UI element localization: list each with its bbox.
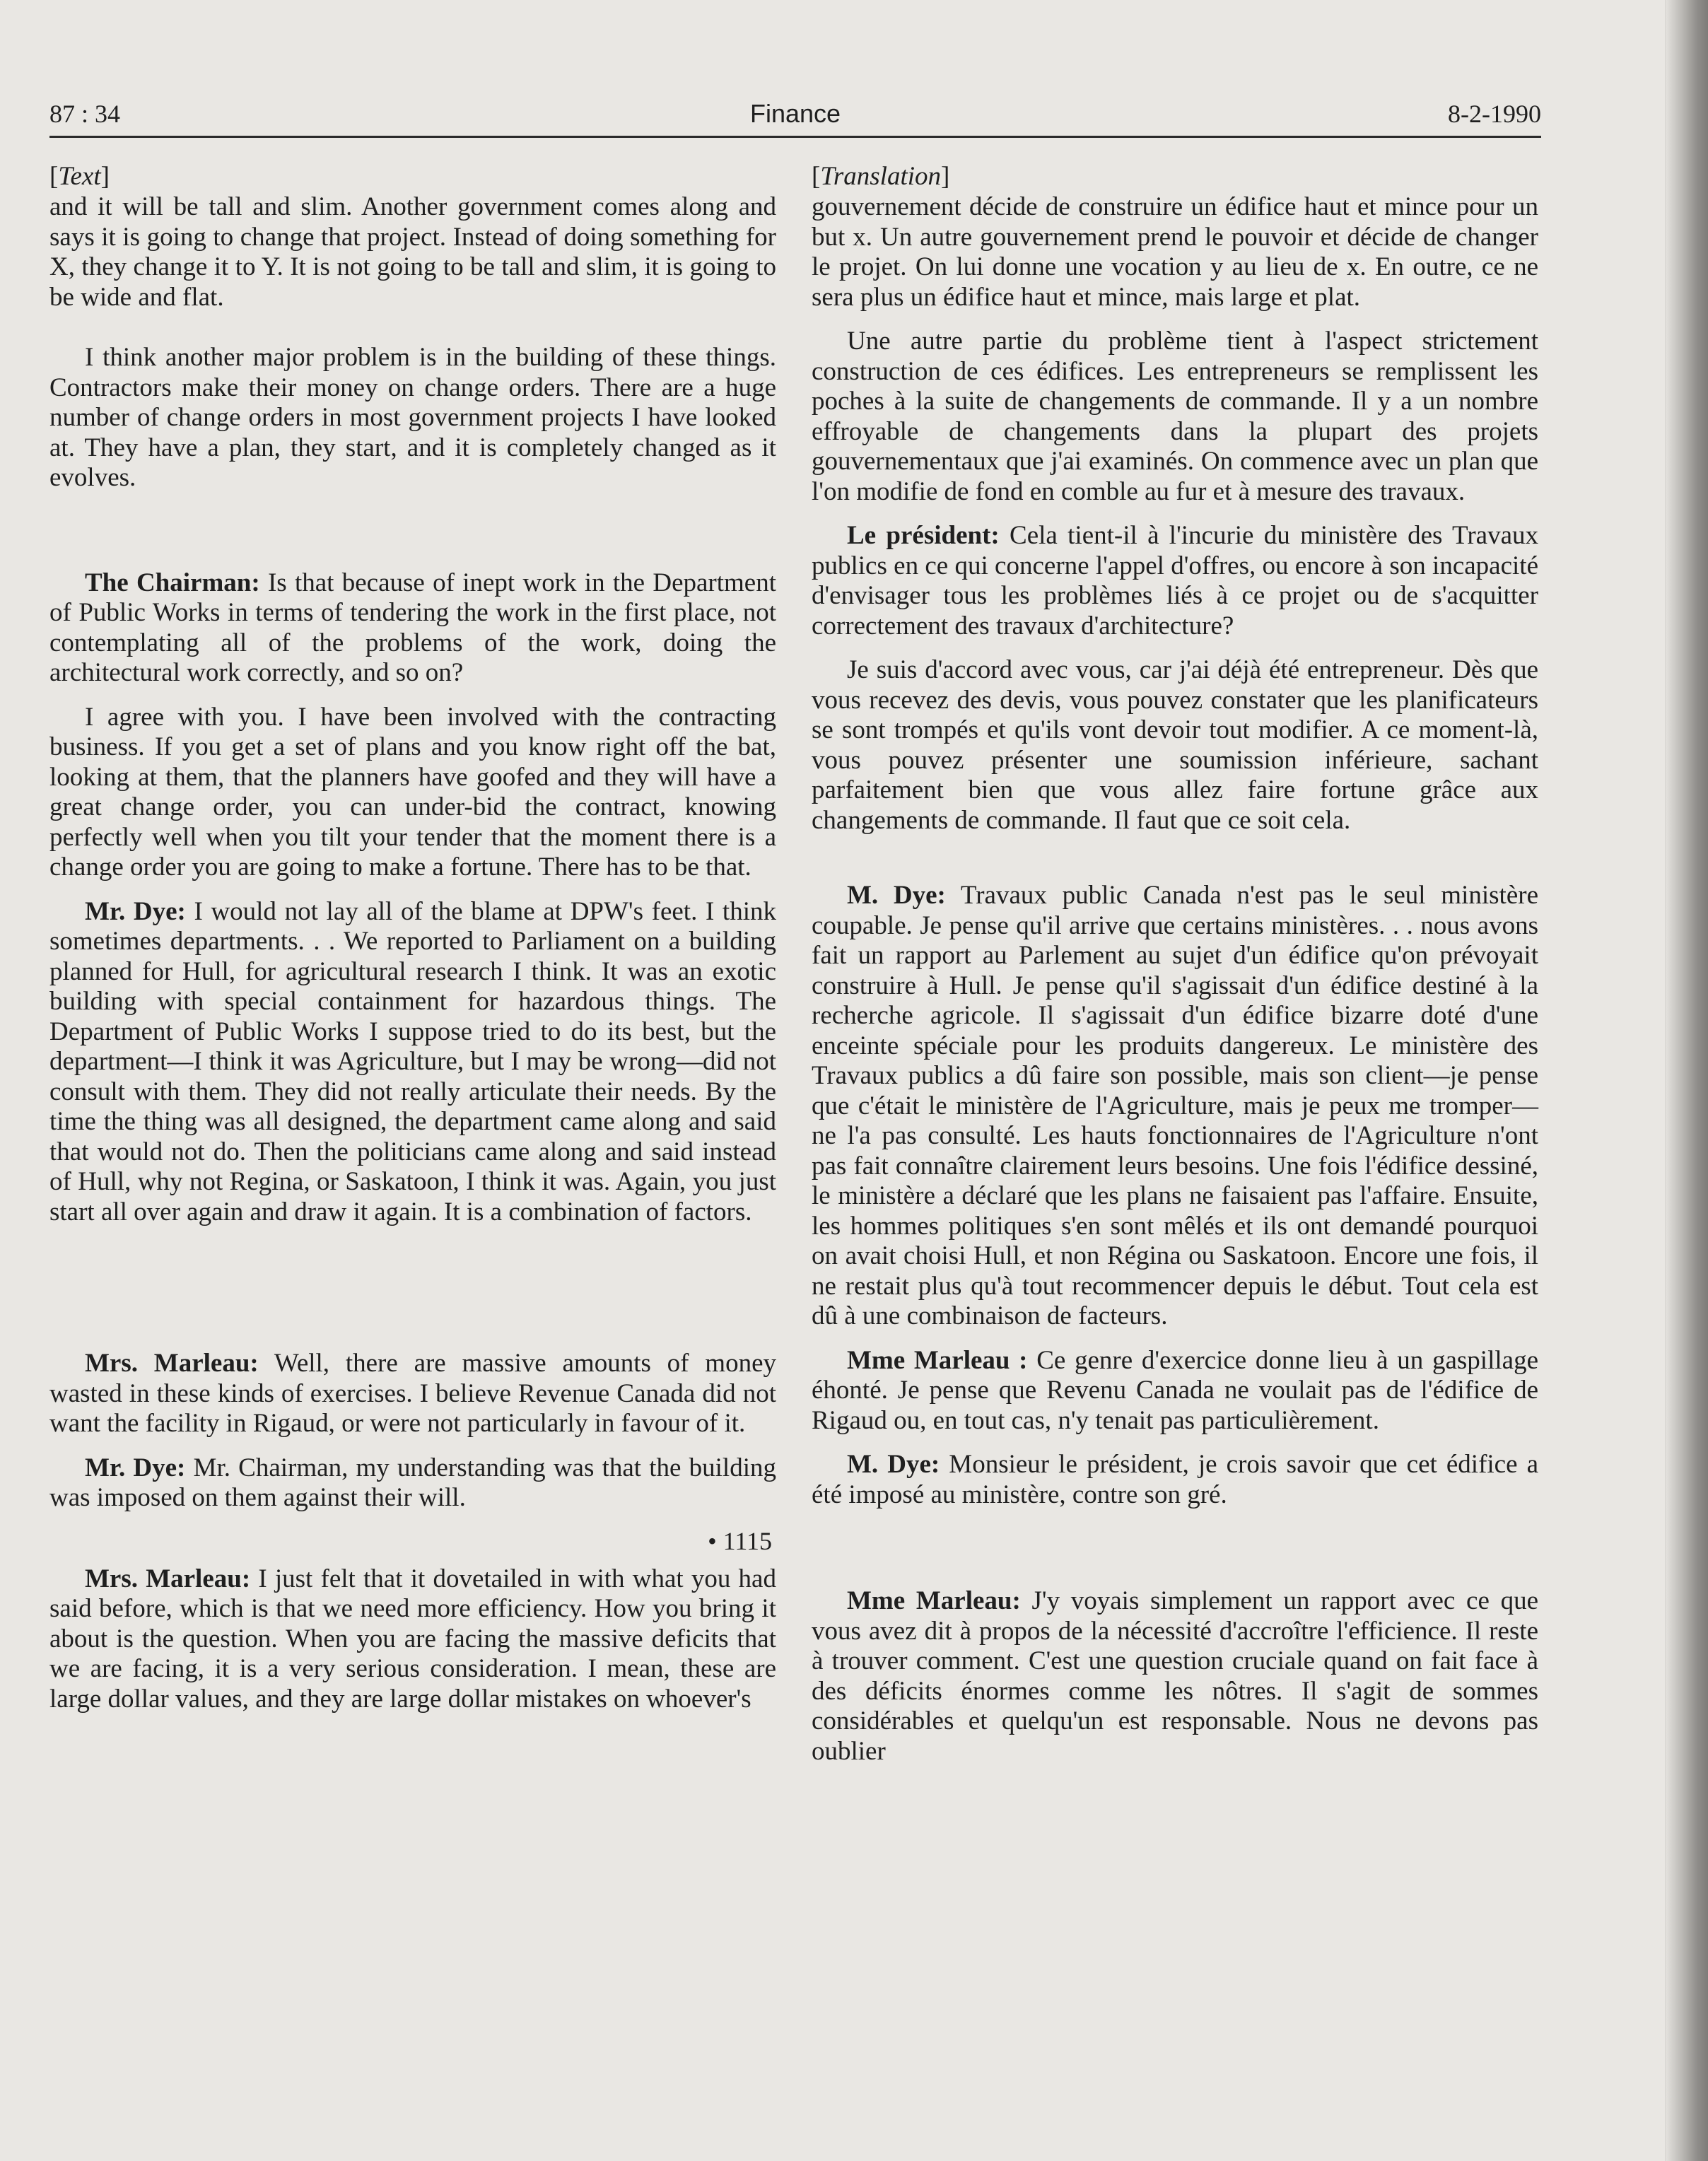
- paragraph: Je suis d'accord avec vous, car j'ai déjà été entrepreneur. Dès que vous recevez des devis, vous pouvez constater que les planificateurs se sont trompés et qu'ils vont devoir tout modifier. A ce moment-là, vous pouvez présenter une soumission inférieure, sachant parfaitement bien que vous allez faire fortune grâce aux changements de commande. Il faut que ce soit cela.: [812, 655, 1538, 835]
- speech-text: J'y voyais simplement un rapport avec ce que vous avez dit à propos de la nécessité d'accroître l'efficience. Il reste à trouver comment. C'est une question cruciale quand on fait face à des déficits énormes comme les nôtres. Il s'agit de sommes considérables et quelqu'un est responsable. Nous ne devons pas oublier: [812, 1586, 1538, 1766]
- paragraph: and it will be tall and slim. Another government comes along and says it is going to change that project. Instead of doing something for X, they change it to Y. It is not going to be tall and slim, it is going to be wide and flat.: [49, 192, 776, 312]
- text-tag: [Text]: [49, 162, 110, 191]
- speaker-name: Mrs. Marleau:: [85, 1349, 259, 1378]
- page-binding-shadow: [1666, 0, 1708, 2161]
- english-column: [49, 161, 776, 1714]
- translation-tag: [Translation]: [812, 162, 950, 191]
- speech-text: Cela tient-il à l'incurie du ministère des Travaux publics en ce qui concerne l'appel d'offres, ou encore à son incapacité d'envisager tous les problèmes liés à ce projet ou de s'acquitter correctement des travaux d'architecture?: [812, 521, 1538, 640]
- time-marker: • 1115: [708, 1526, 772, 1555]
- paragraph: [812, 521, 1538, 641]
- speaker-name: The Chairman:: [85, 568, 260, 597]
- speaker-name: M. Dye:: [847, 1450, 940, 1479]
- speech-text: Well, there are massive amounts of money wasted in these kinds of exercises. I believe Revenue Canada did not want the facility in Rigaud, or were not particularly in favour of it.: [49, 1349, 776, 1438]
- paragraph: Une autre partie du problème tient à l'aspect strictement construction de ces édifices. Les entrepreneurs se remplissent les poches à la suite de changements de commande. Il y a un nombre effroyable de changements dans la plupart des projets gouvernementaux que j'ai examinés. On commence avec un plan que l'on modifie de fond en comble au fur et à mesure des travaux.: [812, 327, 1538, 506]
- paragraph: [49, 1349, 776, 1439]
- speech-text: Is that because of inept work in the Department of Public Works in terms of tendering the work in the first place, not contemplating all of the problems of the work, doing the architectural work correctly, and so on?: [49, 568, 776, 687]
- speaker-name: Mr. Dye:: [85, 1453, 186, 1482]
- speech-text: Mr. Chairman, my understanding was that the building was imposed on them against their will.: [49, 1453, 776, 1512]
- speaker-name: Mrs. Marleau:: [85, 1564, 251, 1593]
- speaker-name: Le président:: [847, 521, 1000, 550]
- page-header: [49, 99, 1541, 136]
- page-date: 8-2-1990: [1448, 100, 1541, 128]
- paragraph: [812, 881, 1538, 1332]
- paragraph: I agree with you. I have been involved with the contracting business. If you get a set of plans and you know right off the bat, looking at them, that the planners have goofed and they will have a great change order, you can under-bid the contract, knowing perfectly well when you tilt your tender that the moment there is a change order you are going to make a fortune. There has to be that.: [49, 702, 776, 882]
- translation-tag-label: Translation: [820, 162, 942, 191]
- speech-text: I just felt that it dovetailed in with what you had said before, which is that we need more efficiency. How you bring it about is the question. When you are facing the massive deficits that we are facing, it is a very serious consideration. I mean, these are large dollar values, and they are large dollar mistakes on whoever's: [49, 1564, 776, 1714]
- header-rule: [49, 136, 1541, 138]
- paragraph: [49, 568, 776, 689]
- speech-text: I would not lay all of the blame at DPW's feet. I think sometimes departments. . . We reported to Parliament on a building planned for Hull, for agricultural research I think. It was an exotic building with special containment for hazardous things. The Department of Public Works I suppose tried to do its best, but the department—I think it was Agriculture, but I may be wrong—did not consult with them. They did not really articulate their needs. By the time the thing was all designed, the department came along and said that would not do. Then the politicians came along and said instead of Hull, why not Regina, or Saskatoon, I think it was. Again, you just start all over again and draw it again. It is a combination of factors.: [49, 896, 776, 1226]
- paragraph: [49, 1564, 776, 1715]
- paragraph: [49, 1453, 776, 1513]
- page-title: Finance: [749, 99, 841, 128]
- paragraph: [812, 1346, 1538, 1436]
- speaker-name: Mme Marleau :: [847, 1345, 1028, 1375]
- paragraph: gouvernement décide de construire un édifice haut et mince pour un but x. Un autre gouvernement prend le pouvoir et décide de changer le projet. On lui donne une vocation y au lieu de x. En outre, ce ne sera plus un édifice haut et mince, mais large et plat.: [812, 192, 1538, 312]
- french-column: [812, 161, 1538, 1767]
- speaker-name: Mr. Dye:: [85, 896, 186, 926]
- speaker-name: M. Dye:: [847, 881, 946, 910]
- speaker-name: Mme Marleau:: [847, 1586, 1021, 1615]
- paragraph: [812, 1586, 1538, 1767]
- paragraph: [812, 1450, 1538, 1510]
- page-number: 87 : 34: [49, 100, 121, 128]
- paragraph: [49, 897, 776, 1228]
- speech-text: Ce genre d'exercice donne lieu à un gaspillage éhonté. Je pense que Revenu Canada ne voulait pas de l'édifice de Rigaud ou, en tout cas, n'y tenait pas particulièrement.: [812, 1345, 1538, 1435]
- text-tag-label: Text: [58, 162, 101, 191]
- speech-text: Monsieur le président, je crois savoir que cet édifice a été imposé au ministère, contre son gré.: [812, 1450, 1539, 1509]
- paragraph: I think another major problem is in the building of these things. Contractors make their money on change orders. There are a huge number of change orders in most government projects I have looked at. They have a plan, they start, and it is completely changed as it evolves.: [49, 343, 776, 492]
- speech-text: Travaux public Canada n'est pas le seul ministère coupable. Je pense qu'il arrive que certains ministères. . . nous avons fait un rapport au Parlement au sujet d'un édifice qu'on prévoyait construire à Hull. Je pense qu'il s'agissait d'un édifice destiné à la recherche agricole. Il s'agissait d'un édifice bizarre doté d'une enceinte spéciale pour les produits dangereux. Le ministère des Travaux publics a dû faire son possible, mais son client—je pense que c'était le ministère de l'Agriculture, mais je peux me tromper—ne l'a pas consulté. Les hauts fonctionnaires de l'Agriculture n'ont pas fait connaître clairement leurs besoins. Une fois l'édifice dessiné, le ministère a déclaré que les plans ne faisaient pas l'affaire. Ensuite, les hommes politiques s'en sont mêlés et ils ont demandé pourquoi on avait choisi Hull, et non Régina ou Saskatoon. Encore une fois, il ne restait plus qu'à tout recommencer depuis le début. Tout cela est dû à une combinaison de facteurs.: [812, 881, 1538, 1330]
